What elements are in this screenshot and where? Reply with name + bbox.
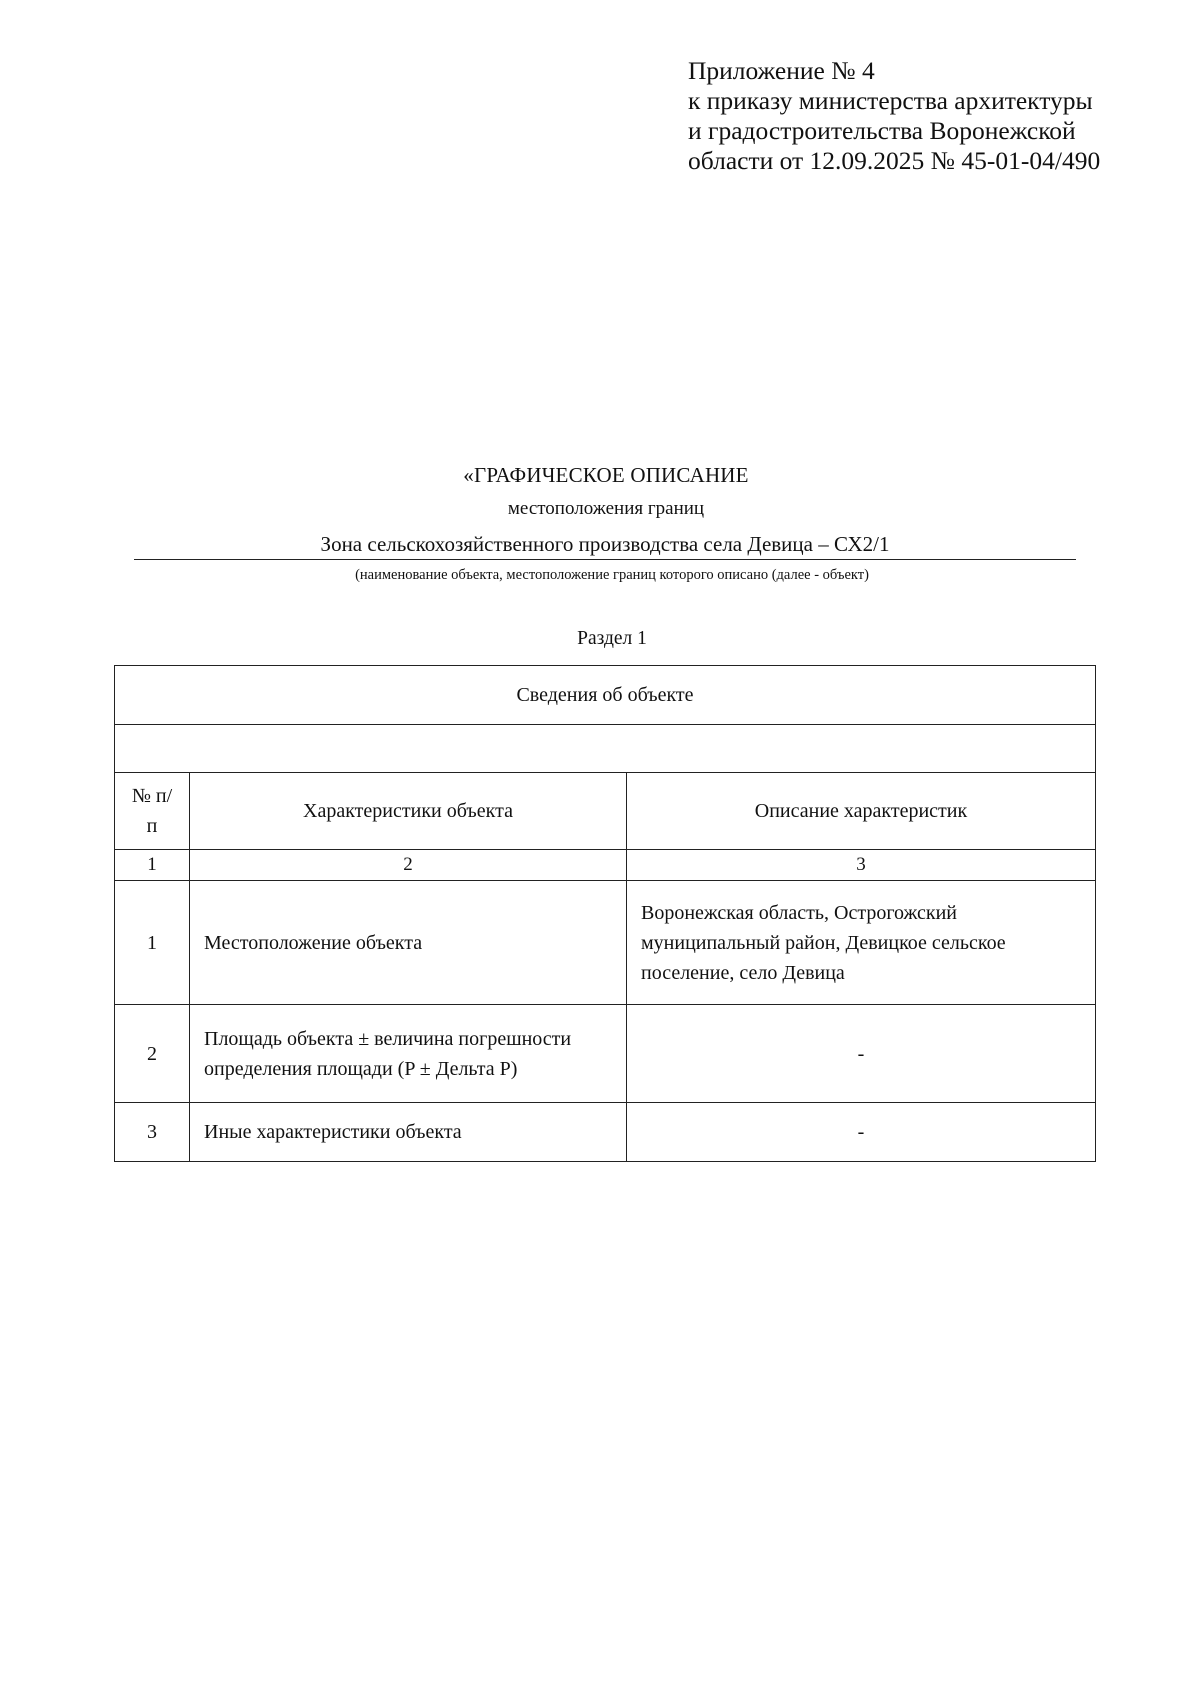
column-number: 3 [627,850,1096,881]
object-info-table [114,665,1096,1162]
row-num: 1 [115,881,190,1005]
appendix-line-3: и градостроительства Воронежской [688,116,1076,145]
row-characteristic: Иные характеристики объекта [190,1103,627,1162]
appendix-line-4: области от 12.09.2025 № 45-01-04/490 [688,146,1101,175]
row-characteristic: Площадь объекта ± величина погрешности определения площади (P ± Дельта P) [190,1005,627,1103]
column-number-row [115,850,1096,881]
title-sub: местоположения границ [507,498,705,519]
appendix-line-2: к приказу министерства архитектуры [688,86,1093,115]
table-row [115,1005,1096,1103]
table-caption-row [115,666,1096,725]
row-description: - [627,1005,1096,1103]
row-num: 2 [115,1005,190,1103]
column-number: 1 [115,850,190,881]
row-description: Воронежская область, Острогожский муниципальный район, Девицкое сельское поселение, село Девица [627,881,1096,1005]
table-caption: Сведения об объекте [115,666,1096,725]
table-row [115,1103,1096,1162]
table-empty-row [115,725,1096,773]
column-number: 2 [190,850,627,881]
section-title: Раздел 1 [577,628,647,649]
row-num: 3 [115,1103,190,1162]
appendix-line-1: Приложение № 4 [688,56,875,85]
empty-cell [115,725,1096,773]
appendix-header [688,56,1168,176]
document-title [0,461,1200,522]
header-description: Описание характеристик [627,773,1096,850]
object-name-hint: (наименование объекта, местоположение границ которого описано (далее - объект) [355,567,869,583]
title-main: «ГРАФИЧЕСКОЕ ОПИСАНИЕ [463,463,749,487]
object-name: Зона сельскохозяйственного производства села Девица – СХ2/1 [134,530,1076,560]
table-header-row [115,773,1096,850]
table-row [115,881,1096,1005]
header-characteristic: Характеристики объекта [190,773,627,850]
row-characteristic: Местоположение объекта [190,881,627,1005]
header-num: № п/п [115,773,190,850]
row-description: - [627,1103,1096,1162]
